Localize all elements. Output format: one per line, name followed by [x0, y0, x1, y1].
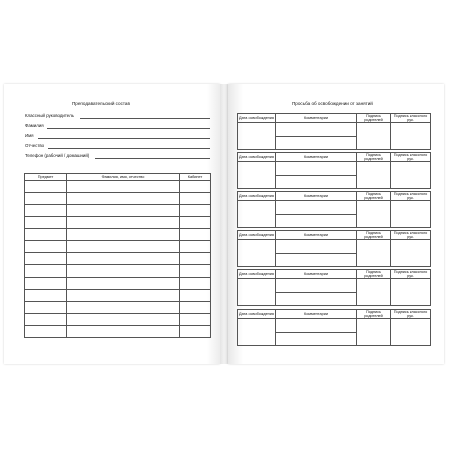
- fullname-cell[interactable]: [67, 217, 180, 229]
- col-header-date: Дата освобождения: [238, 270, 276, 279]
- table-row: [25, 277, 211, 289]
- room-cell[interactable]: [180, 253, 211, 265]
- room-cell[interactable]: [180, 289, 211, 301]
- teacher-signature-cell[interactable]: [391, 319, 431, 346]
- fullname-cell[interactable]: [67, 253, 180, 265]
- subject-cell[interactable]: [25, 217, 67, 229]
- col-header-comments: Комментарии: [276, 310, 357, 319]
- col-header-teacher-signature: Подпись классного рук.: [391, 231, 431, 240]
- table-row: [25, 217, 211, 229]
- fullname-cell[interactable]: [67, 289, 180, 301]
- room-cell[interactable]: [180, 277, 211, 289]
- fullname-cell[interactable]: [67, 241, 180, 253]
- comment-cell[interactable]: [276, 240, 357, 254]
- table-row: [25, 253, 211, 265]
- col-header-date: Дата освобождения: [238, 153, 276, 162]
- table-row: [238, 162, 431, 176]
- teacher-signature-cell[interactable]: [391, 201, 431, 228]
- comment-cell[interactable]: [276, 201, 357, 215]
- room-cell[interactable]: [180, 193, 211, 205]
- date-cell[interactable]: [238, 319, 276, 346]
- comment-cell[interactable]: [276, 162, 357, 176]
- room-cell[interactable]: [180, 229, 211, 241]
- table-row: [25, 301, 211, 313]
- fullname-cell[interactable]: [67, 313, 180, 325]
- comment-cell[interactable]: [276, 332, 357, 346]
- date-cell[interactable]: [238, 123, 276, 150]
- teachers-table-header: [25, 174, 211, 181]
- room-cell[interactable]: [180, 313, 211, 325]
- teacher-signature-cell[interactable]: [391, 240, 431, 267]
- fullname-cell[interactable]: [67, 193, 180, 205]
- fullname-cell[interactable]: [67, 277, 180, 289]
- right-page-title: Просьба об освобождении от занятий: [292, 101, 373, 106]
- fullname-cell[interactable]: [67, 181, 180, 193]
- release-request-header: [238, 192, 431, 201]
- col-header-parent-signature: Подпись родителей: [357, 114, 391, 123]
- field-class-teacher-line: [80, 118, 210, 119]
- subject-cell[interactable]: [25, 241, 67, 253]
- date-cell[interactable]: [238, 279, 276, 306]
- subject-cell[interactable]: [25, 253, 67, 265]
- subject-cell[interactable]: [25, 229, 67, 241]
- table-row: [238, 319, 431, 333]
- table-row: [25, 313, 211, 325]
- table-row: [238, 240, 431, 254]
- fullname-cell[interactable]: [67, 325, 180, 337]
- col-header-comments: Комментарии: [276, 270, 357, 279]
- col-header-comments: Комментарии: [276, 153, 357, 162]
- comment-cell[interactable]: [276, 214, 357, 228]
- table-row: [25, 241, 211, 253]
- table-row: [25, 229, 211, 241]
- col-header-parent-signature: Подпись родителей: [357, 231, 391, 240]
- release-request-block: [237, 269, 430, 305]
- col-header-teacher-signature: Подпись классного рук.: [391, 310, 431, 319]
- parent-signature-cell[interactable]: [357, 240, 391, 267]
- col-header-teacher-signature: Подпись классного рук.: [391, 270, 431, 279]
- col-header-comments: Комментарии: [276, 192, 357, 201]
- field-surname-line: [47, 128, 210, 129]
- fullname-cell[interactable]: [67, 301, 180, 313]
- table-row: [238, 201, 431, 215]
- col-header-parent-signature: Подпись родителей: [357, 270, 391, 279]
- subject-cell[interactable]: [25, 265, 67, 277]
- col-header-comments: Комментарии: [276, 231, 357, 240]
- release-request-header: [238, 231, 431, 240]
- release-request-block: [237, 113, 430, 149]
- parent-signature-cell[interactable]: [357, 201, 391, 228]
- release-request-header: [238, 153, 431, 162]
- comment-cell[interactable]: [276, 319, 357, 333]
- fullname-cell[interactable]: [67, 205, 180, 217]
- teacher-signature-cell[interactable]: [391, 123, 431, 150]
- release-request-table: [237, 230, 431, 267]
- comment-cell[interactable]: [276, 136, 357, 150]
- table-row: [238, 123, 431, 137]
- field-phone-line: [95, 158, 210, 159]
- release-request-table: [237, 309, 431, 346]
- col-header-teacher-signature: Подпись классного рук.: [391, 192, 431, 201]
- subject-cell[interactable]: [25, 325, 67, 337]
- field-phone-label: Телефон (рабочий / домашний): [25, 153, 90, 158]
- room-cell[interactable]: [180, 241, 211, 253]
- release-request-table: [237, 191, 431, 228]
- table-row: [25, 181, 211, 193]
- col-header-parent-signature: Подпись родителей: [357, 153, 391, 162]
- room-cell[interactable]: [180, 181, 211, 193]
- release-request-header: [238, 114, 431, 123]
- table-row: [25, 205, 211, 217]
- release-request-table: [237, 152, 431, 189]
- field-class-teacher-label: Классный руководитель: [25, 113, 74, 118]
- date-cell[interactable]: [238, 240, 276, 267]
- subject-cell[interactable]: [25, 289, 67, 301]
- date-cell[interactable]: [238, 201, 276, 228]
- comment-cell[interactable]: [276, 175, 357, 189]
- field-patronymic-label: Отчество: [25, 143, 45, 148]
- col-header-teacher-signature: Подпись классного рук.: [391, 114, 431, 123]
- teacher-signature-cell[interactable]: [391, 279, 431, 306]
- comment-cell[interactable]: [276, 253, 357, 267]
- room-cell[interactable]: [180, 205, 211, 217]
- col-header-date: Дата освобождения: [238, 310, 276, 319]
- col-header-fullname: Фамилия, имя, отчество: [67, 174, 180, 181]
- col-header-comments: Комментарии: [276, 114, 357, 123]
- comment-cell[interactable]: [276, 292, 357, 306]
- col-header-subject: Предмет: [25, 174, 67, 181]
- table-row: [238, 279, 431, 293]
- parent-signature-cell[interactable]: [357, 162, 391, 189]
- subject-cell[interactable]: [25, 193, 67, 205]
- room-cell[interactable]: [180, 325, 211, 337]
- release-request-header: [238, 310, 431, 319]
- teachers-table: [24, 173, 211, 338]
- subject-cell[interactable]: [25, 181, 67, 193]
- parent-signature-cell[interactable]: [357, 279, 391, 306]
- subject-cell[interactable]: [25, 301, 67, 313]
- fullname-cell[interactable]: [67, 229, 180, 241]
- subject-cell[interactable]: [25, 205, 67, 217]
- teacher-signature-cell[interactable]: [391, 162, 431, 189]
- parent-signature-cell[interactable]: [357, 123, 391, 150]
- notebook-spine: [220, 84, 228, 364]
- field-surname-label: Фамилия: [25, 123, 44, 128]
- col-header-parent-signature: Подпись родителей: [357, 310, 391, 319]
- parent-signature-cell[interactable]: [357, 319, 391, 346]
- col-header-room: Кабинет: [180, 174, 211, 181]
- subject-cell[interactable]: [25, 313, 67, 325]
- release-request-block: [237, 309, 430, 345]
- date-cell[interactable]: [238, 162, 276, 189]
- table-row: [25, 265, 211, 277]
- room-cell[interactable]: [180, 301, 211, 313]
- room-cell[interactable]: [180, 217, 211, 229]
- col-header-date: Дата освобождения: [238, 192, 276, 201]
- release-request-block: [237, 152, 430, 188]
- col-header-date: Дата освобождения: [238, 114, 276, 123]
- fullname-cell[interactable]: [67, 265, 180, 277]
- col-header-parent-signature: Подпись родителей: [357, 192, 391, 201]
- release-request-header: [238, 270, 431, 279]
- field-name-label: Имя: [25, 133, 34, 138]
- release-request-block: [237, 230, 430, 266]
- release-request-block: [237, 191, 430, 227]
- field-patronymic-line: [48, 148, 210, 149]
- left-page-title: Преподавательский состав: [72, 101, 130, 106]
- table-row: [25, 289, 211, 301]
- room-cell[interactable]: [180, 265, 211, 277]
- subject-cell[interactable]: [25, 277, 67, 289]
- field-name-line: [38, 138, 210, 139]
- release-request-table: [237, 113, 431, 150]
- comment-cell[interactable]: [276, 123, 357, 137]
- table-row: [25, 193, 211, 205]
- comment-cell[interactable]: [276, 279, 357, 293]
- col-header-date: Дата освобождения: [238, 231, 276, 240]
- col-header-teacher-signature: Подпись классного рук.: [391, 153, 431, 162]
- release-request-table: [237, 269, 431, 306]
- table-row: [25, 325, 211, 337]
